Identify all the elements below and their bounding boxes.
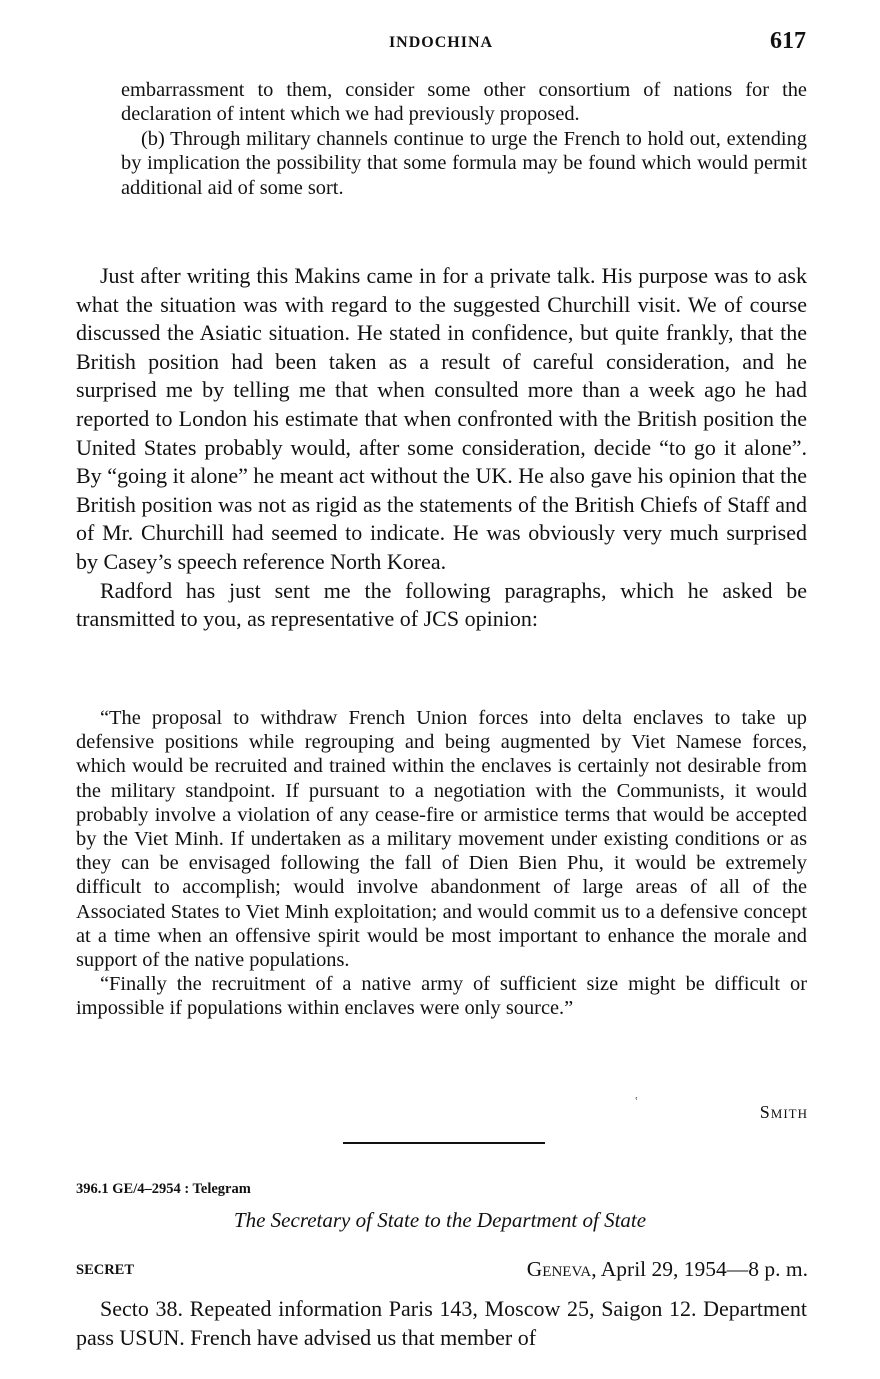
page-header xyxy=(76,28,806,60)
body-paragraph: Just after writing this Makins came in for a private talk. His purpose was to ask what the situation was with regard to the suggested Churchill visit. We of course discussed the Asiatic situation. He stated in confidence, but quite frankly, that the British position had been taken as a result of careful consideration, and he surprised me by telling me that when consulted more than a week ago he had reported to London his estimate that when confronted with the British position the United States probably would, after some consideration, decide “to go it alone”. By “going it alone” he meant act without the UK. He also gave his opinion that the British position was not as rigid as the statements of the British Chiefs of Staff and of Mr. Churchill had seemed to indicate. He was obviously very much surprised by Casey’s speech reference North Korea. xyxy=(76,263,807,574)
document-title: The Secretary of State to the Department of State xyxy=(233,1208,647,1232)
quoted-recommendations xyxy=(121,78,807,200)
section-divider xyxy=(343,1142,545,1144)
jcs-quotation xyxy=(76,706,807,1021)
telegram-body xyxy=(76,1295,807,1352)
body-paragraph: Radford has just sent me the following paragraphs, which he asked be transmitted to you, as representative of JCS opinion: xyxy=(76,577,807,632)
classification: SECRET xyxy=(76,1262,135,1278)
running-head: INDOCHINA xyxy=(388,34,494,51)
jcs-paragraph: “The proposal to withdraw French Union forces into delta enclaves to take up defensive positions while regrouping and being augmented by Viet Namese forces, which would be recruited and trained within the enclaves is certainly not desirable from the military standpoint. If pursuant to a negotiation with the Communists, it would probably involve a violation of any cease-fire or armistice terms that would be accepted by the Viet Minh. If undertaken as a military movement under existing conditions or as they can be envisaged following the fall of Dien Bien Phu, it would be extremely difficult to accomplish; would involve abandonment of large areas of all of the Associated States to Viet Minh exploitation; and would commit us to a defensive concept at a time when an offensive spirit would be most important to enhance the morale and support of the native populations. xyxy=(76,707,807,972)
dateline-date: , April 29, 1954—8 p. m. xyxy=(591,1257,808,1281)
main-body xyxy=(76,262,807,634)
telegram-paragraph: Secto 38. Repeated information Paris 143, Moscow 25, Saigon 12. Department pass USUN. French have advised us that member of xyxy=(76,1296,807,1350)
quote-paragraph: (b) Through military channels continue to urge the French to hold out, extending by implication the possibility that some formula may be found which would permit additional aid of some sort. xyxy=(121,127,807,199)
signature: Smith xyxy=(759,1102,808,1122)
dateline-place: Geneva xyxy=(526,1257,592,1281)
page-number: 617 xyxy=(770,28,806,54)
file-reference: 396.1 GE/4–2954 : Telegram xyxy=(76,1181,251,1197)
quote-paragraph: embarrassment to them, consider some other consortium of nations for the declaration of intent which we had previously proposed. xyxy=(121,79,807,126)
stray-mark: ʿ xyxy=(634,1096,639,1111)
dateline xyxy=(527,1257,808,1282)
jcs-paragraph: “Finally the recruitment of a native army of sufficient size might be difficult or impossible if populations within enclaves were only source.” xyxy=(76,973,807,1020)
